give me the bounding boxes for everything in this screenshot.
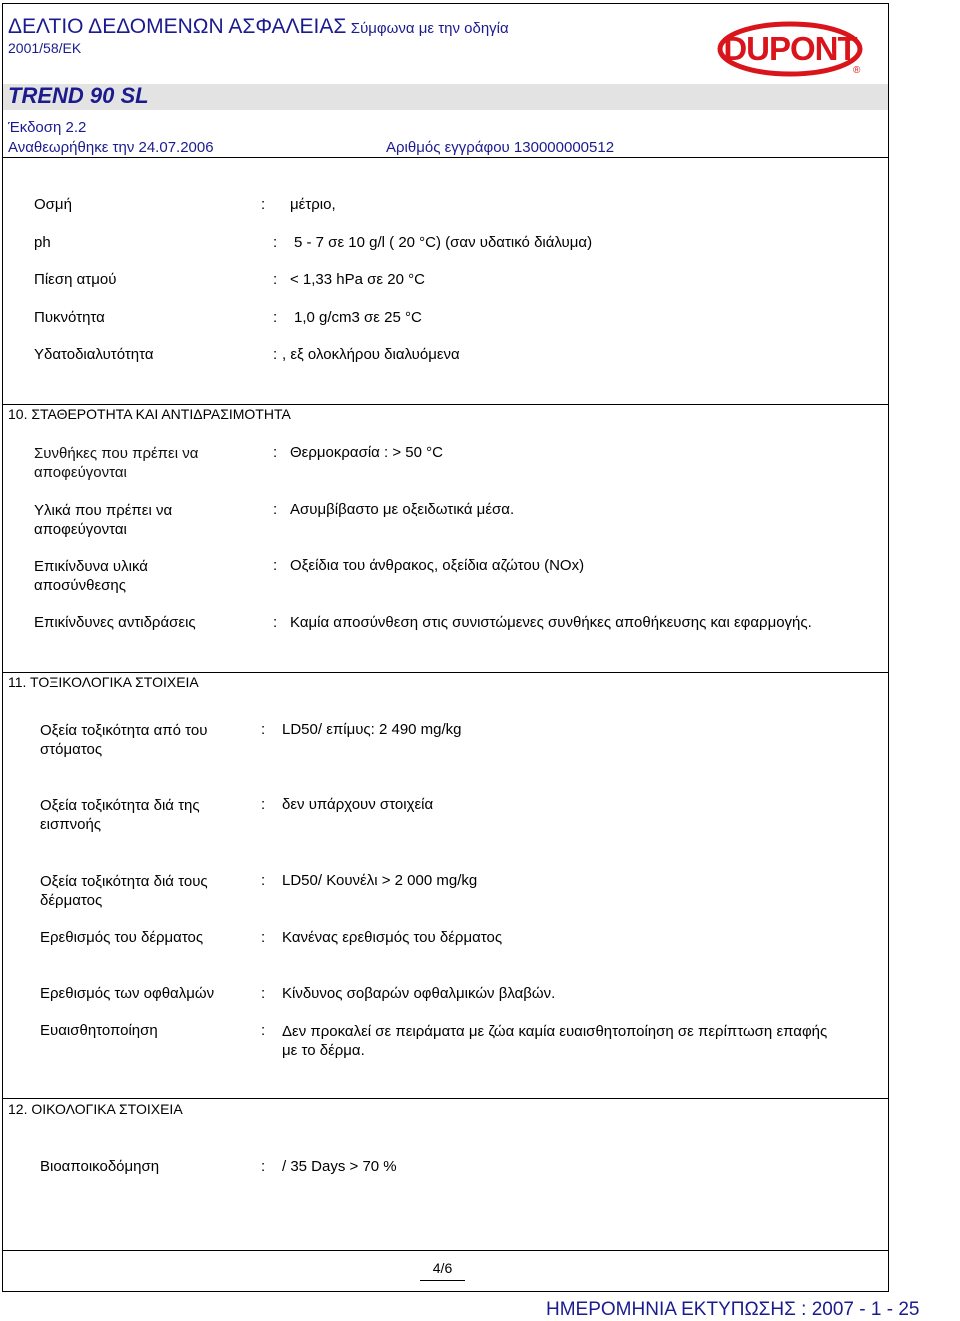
s11-sep-dermal: : (261, 872, 266, 889)
s12-label-biodegradation: Βιοαποικοδόμηση (40, 1158, 160, 1175)
s10-value-conditions: Θερμοκρασία : > 50 °C (290, 444, 443, 461)
prop-sep-vapor-pressure: : (273, 271, 278, 288)
s11-sep-inhalation: : (261, 796, 266, 813)
s10-value-reactions: Καμία αποσύνθεση στις συνιστώμενες συνθήκες αποθήκευσης και εφαρμογής. (290, 614, 812, 631)
s10-label-reactions: Επικίνδυνες αντιδράσεις (34, 614, 196, 631)
s10-sep-conditions: : (273, 444, 278, 461)
section10-title: 10. ΣΤΑΘΕΡΟΤΗΤΑ ΚΑΙ ΑΝΤΙΔΡΑΣΙΜΟΤΗΤΑ (8, 406, 291, 422)
section11-divider (3, 672, 888, 673)
prop-value-density: 1,0 g/cm3 σε 25 °C (294, 309, 422, 326)
s11-label-inhalation: Οξεία τοξικότητα διά της εισπνοής (40, 797, 200, 833)
directive-number: 2001/58/EK (8, 40, 82, 56)
logo-text: DUPONT (723, 30, 857, 67)
version: Έκδοση 2.2 (8, 119, 87, 136)
s11-value-inhalation: δεν υπάρχουν στοιχεία (282, 796, 434, 813)
s11-label-dermal: Οξεία τοξικότητα διά τους δέρματος (40, 873, 208, 909)
document-number: Αριθμός εγγράφου 130000000512 (386, 139, 615, 156)
prop-sep-odor: : (261, 196, 266, 213)
prop-label-density: Πυκνότητα (34, 309, 105, 326)
section12-title: 12. ΟΙΚΟΛΟΓΙΚΑ ΣΤΟΙΧΕΙΑ (8, 1101, 183, 1117)
section11-title: 11. ΤΟΞΙΚΟΛΟΓΙΚΑ ΣΤΟΙΧΕΙΑ (8, 674, 199, 690)
page-number-underline (420, 1280, 465, 1281)
prop-label-ph: ph (34, 234, 51, 251)
prop-label-odor: Οσμή (34, 196, 72, 213)
s11-sep-skin-irritation: : (261, 929, 266, 946)
s10-sep-reactions: : (273, 614, 278, 631)
prop-sep-density: : (273, 309, 278, 326)
prop-value-ph: 5 - 7 σε 10 g/l ( 20 °C) (σαν υδατικό διάλυμα) (294, 234, 593, 251)
s11-sep-sensitization: : (261, 1022, 266, 1039)
prop-value-vapor-pressure: < 1,33 hPa σε 20 °C (290, 271, 425, 288)
section12-divider (3, 1098, 888, 1099)
registered-mark: ® (853, 65, 861, 76)
s11-value-dermal: LD50/ Κουνέλι > 2 000 mg/kg (282, 872, 478, 889)
s11-label-oral: Οξεία τοξικότητα από του στόματος (40, 722, 208, 758)
prop-sep-ph: : (273, 234, 278, 251)
s10-value-materials: Ασυμβίβαστο με οξειδωτικά μέσα. (290, 501, 515, 518)
s11-label-sensitization: Ευαισθητοποίηση (40, 1022, 158, 1039)
s10-sep-decomposition: : (273, 557, 278, 574)
s11-sep-eye-irritation: : (261, 985, 266, 1002)
s11-value-oral: LD50/ επίμυς: 2 490 mg/kg (282, 721, 462, 738)
title-main: ΔΕΛΤΙΟ ΔΕΔΟΜΕΝΩΝ ΑΣΦΑΛΕΙΑΣ (8, 15, 347, 38)
s11-label-eye-irritation: Ερεθισμός των οφθαλμών (40, 985, 215, 1002)
s11-value-sensitization: Δεν προκαλεί σε πειράματα με ζώα καμία ευαισθητοποίηση σε περίπτωση επαφής με το δέρμα. (282, 1023, 828, 1059)
s11-sep-oral: : (261, 721, 266, 738)
product-name: TREND 90 SL (8, 83, 149, 108)
section10-divider (3, 404, 888, 405)
footer-divider (3, 1250, 888, 1251)
s10-value-decomposition: Οξείδια του άνθρακος, οξείδια αζώτου (NOx) (290, 557, 585, 574)
s12-sep-biodegradation: : (261, 1158, 266, 1175)
header-divider (3, 157, 888, 158)
print-date: ΗΜΕΡΟΜΗΝΙΑ ΕΚΤΥΠΩΣΗΣ : 2007 - 1 - 25 (546, 1299, 920, 1320)
s10-label-conditions: Συνθήκες που πρέπει να αποφεύγονται (34, 445, 199, 481)
document-title (8, 15, 509, 39)
s11-value-eye-irritation: Κίνδυνος σοβαρών οφθαλμικών βλαβών. (282, 985, 556, 1002)
s10-label-materials: Υλικά που πρέπει να αποφεύγονται (34, 502, 173, 538)
s11-label-skin-irritation: Ερεθισμός του δέρματος (40, 929, 204, 946)
title-sub: Σύμφωνα με την οδηγία (350, 20, 509, 37)
prop-label-vapor-pressure: Πίεση ατμού (34, 271, 117, 288)
s10-sep-materials: : (273, 501, 278, 518)
dupont-logo (716, 21, 866, 77)
s10-label-decomposition: Επικίνδυνα υλικά αποσύνθεσης (34, 558, 148, 594)
prop-value-odor: μέτριο, (290, 196, 336, 213)
prop-sep-solubility: : (273, 346, 278, 363)
revision-date: Αναθεωρήθηκε την 24.07.2006 (8, 139, 214, 156)
prop-label-solubility: Υδατοδιαλυτότητα (34, 346, 154, 363)
s11-value-skin-irritation: Κανένας ερεθισμός του δέρματος (282, 929, 503, 946)
page-number: 4/6 (432, 1260, 453, 1276)
s12-value-biodegradation: / 35 Days > 70 % (282, 1158, 397, 1175)
prop-value-solubility: , εξ ολοκλήρου διαλυόμενα (282, 346, 460, 363)
